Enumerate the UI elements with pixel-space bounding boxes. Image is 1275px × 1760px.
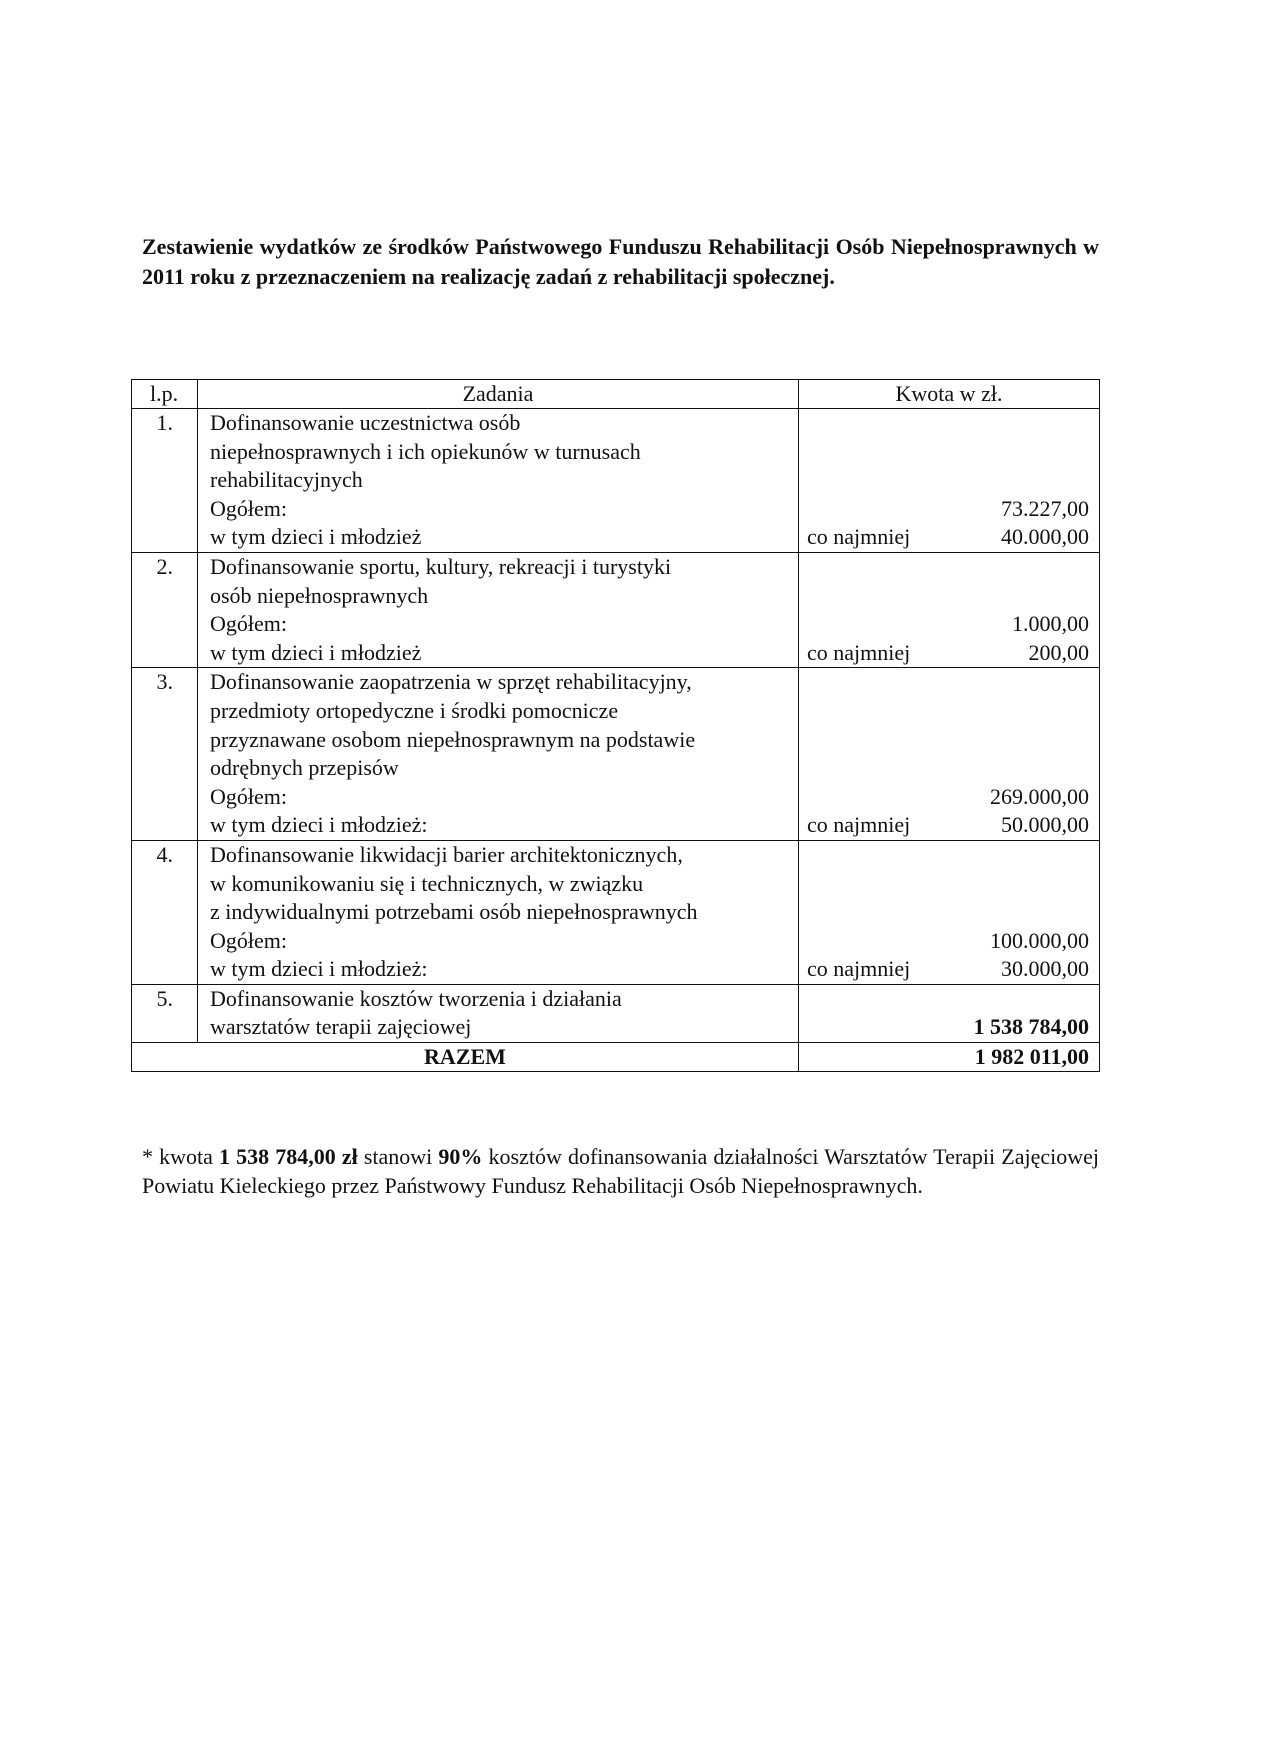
task-line: odrębnych przepisów — [210, 755, 399, 781]
task-description — [210, 841, 786, 927]
footnote-amount: 1 538 784,00 zł — [219, 1144, 358, 1169]
task-line: z indywidualnymi potrzebami osób niepełnosprawnych — [210, 899, 698, 925]
task-cell — [198, 409, 799, 553]
total-amount: 269.000,00 — [990, 783, 1089, 809]
kids-amount-row — [807, 523, 1089, 552]
total-amount: 73.227,00 — [1001, 495, 1089, 521]
row-number: 5. — [132, 984, 198, 1042]
task-cell — [198, 840, 799, 984]
task-line: Dofinansowanie sportu, kultury, rekreacji i turystyki — [210, 553, 672, 579]
task-line: w komunikowaniu się i technicznych, w związku — [210, 870, 644, 896]
header-amount: Kwota w zł. — [799, 380, 1100, 409]
minimum-label: co najmniej — [807, 812, 911, 838]
kids-amount: 50.000,00 — [1001, 812, 1089, 838]
header-lp: l.p. — [132, 380, 198, 409]
task-line: warsztatów terapii zajęciowej — [210, 1014, 472, 1040]
minimum-label: co najmniej — [807, 639, 911, 665]
task-description — [210, 985, 786, 1042]
table-row — [132, 409, 1100, 553]
task-line: niepełnosprawnych i ich opiekunów w turnusach — [210, 438, 641, 464]
task-line: przedmioty ortopedyczne i środki pomocnicze — [210, 697, 619, 723]
kids-amount: 30.000,00 — [1001, 956, 1089, 982]
task-line: osób niepełnosprawnych — [210, 582, 429, 608]
footnote-prefix: * kwota — [142, 1144, 219, 1169]
table-row — [132, 668, 1100, 841]
summary-total: 1 982 011,00 — [799, 1043, 1100, 1072]
task-line: Dofinansowanie uczestnictwa osób — [210, 410, 521, 435]
kids-amount-row — [807, 811, 1089, 840]
total-label: Ogółem: — [210, 783, 287, 809]
amount-cell — [799, 840, 1100, 984]
amount-cell — [799, 409, 1100, 553]
total-amount: 1.000,00 — [1012, 611, 1089, 637]
row-number: 4. — [132, 840, 198, 984]
total-amount: 1 538 784,00 — [973, 1014, 1089, 1040]
summary-row — [132, 1043, 1100, 1072]
footnote — [142, 1142, 1099, 1200]
expenditure-table — [131, 379, 1100, 1072]
total-label: Ogółem: — [210, 495, 287, 521]
task-line: Dofinansowanie likwidacji barier architektonicznych, — [210, 841, 683, 867]
footnote-percent: 90% — [438, 1144, 483, 1169]
task-cell — [198, 552, 799, 667]
amount-cell — [799, 668, 1100, 841]
table-row — [132, 552, 1100, 667]
kids-label: w tym dzieci i młodzież — [210, 524, 422, 550]
task-cell — [198, 668, 799, 841]
table-header-row — [132, 380, 1100, 409]
kids-label: w tym dzieci i młodzież: — [210, 812, 428, 838]
kids-amount: 200,00 — [1028, 639, 1089, 665]
kids-amount: 40.000,00 — [1001, 524, 1089, 550]
total-label: Ogółem: — [210, 927, 287, 953]
minimum-label: co najmniej — [807, 956, 911, 982]
amount-cell — [799, 552, 1100, 667]
task-line: Dofinansowanie kosztów tworzenia i działania — [210, 985, 622, 1011]
minimum-label: co najmniej — [807, 524, 911, 550]
total-label: Ogółem: — [210, 611, 287, 637]
row-number: 1. — [132, 409, 198, 553]
summary-label: RAZEM — [132, 1043, 799, 1072]
total-amount: 100.000,00 — [990, 927, 1089, 953]
table-row — [132, 984, 1100, 1042]
kids-amount-row — [807, 955, 1089, 984]
row-number: 3. — [132, 668, 198, 841]
row-number: 2. — [132, 552, 198, 667]
task-line: rehabilitacyjnych — [210, 467, 363, 493]
task-line: Dofinansowanie zaopatrzenia w sprzęt rehabilitacyjny, — [210, 669, 692, 695]
task-description — [210, 668, 786, 782]
document-title: Zestawienie wydatków ze środków Państwowego Funduszu Rehabilitacji Osób Niepełnosprawnych w 2011 roku z przeznaczeniem na realizację zadań z rehabilitacji społecznej. — [142, 234, 1099, 289]
kids-label: w tym dzieci i młodzież: — [210, 956, 428, 982]
task-description — [210, 553, 786, 610]
amount-cell — [799, 984, 1100, 1042]
kids-amount-row — [807, 639, 1089, 668]
task-description — [210, 409, 786, 495]
table-row — [132, 840, 1100, 984]
task-cell — [198, 984, 799, 1042]
header-task: Zadania — [198, 380, 799, 409]
footnote-middle: stanowi — [357, 1144, 439, 1169]
kids-label: w tym dzieci i młodzież — [210, 639, 422, 665]
footnote-suffix: kosztów dofinansowania działalności Warsztatów Terapii Zajęciowej Powiatu Kieleckiego przez Państwowy Fundusz Rehabilitacji Osób Niepełnosprawnych. — [142, 1144, 1099, 1198]
task-line: przyznawane osobom niepełnosprawnym na podstawie — [210, 726, 696, 752]
